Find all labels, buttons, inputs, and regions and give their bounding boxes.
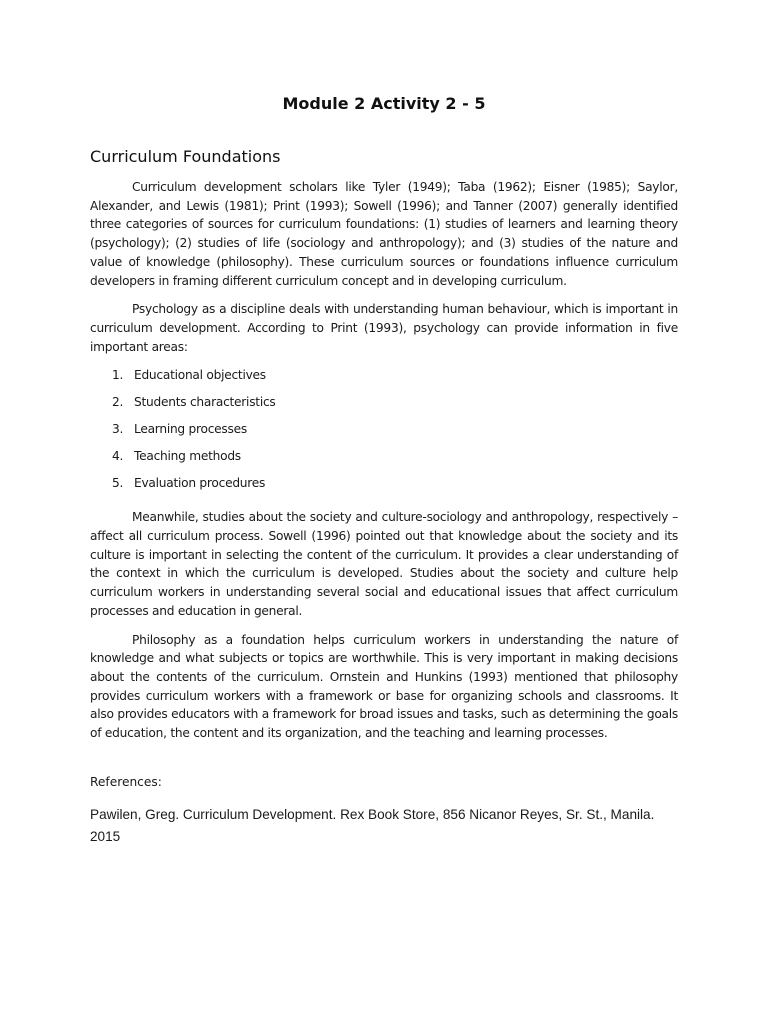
body-paragraph: Philosophy as a foundation helps curriculum workers in understanding the nature of knowledge and what subjects or topics are worthwhile. This is very important in making decisions about the contents of the curriculum. Ornstein and Hunkins (1993) mentioned that philosophy provides curriculum workers with a framework or base for organizing schools and classrooms. It also provides educators with a framework for broad issues and tasks, such as determining the goals of education, the content and its organization, and the teaching and learning processes. xyxy=(90,632,678,741)
body-paragraph: Psychology as a discipline deals with understanding human behaviour, which is important in curriculum development. According to Print (1993), psychology can provide information in five important areas: xyxy=(90,302,678,354)
list-item xyxy=(90,366,678,393)
list-number: 5. xyxy=(112,475,124,490)
body-paragraph: Curriculum development scholars like Tyler (1949); Taba (1962); Eisner (1985); Saylor, Alexander, and Lewis (1981); Print (1993); Sowell (1996); and Tanner (2007) generally identified three categories of sources for curriculum foundations: (1) studies of learners and learning theory (psychology); (2) studies of life (sociology and anthropology); and (3) studies of the nature and value of knowledge (philosophy). These curriculum sources or foundations influence curriculum developers in framing different curriculum concept and in developing curriculum. xyxy=(90,180,678,288)
list-number: 4. xyxy=(112,448,124,463)
list-item xyxy=(90,474,678,501)
list-item xyxy=(90,420,678,447)
list-text: Educational objectives xyxy=(134,368,266,383)
list-text: Evaluation procedures xyxy=(134,475,266,490)
list-number: 1. xyxy=(112,368,124,383)
list-number: 3. xyxy=(112,421,124,436)
document-body xyxy=(90,178,678,753)
list-text: Teaching methods xyxy=(134,448,241,463)
document-title: Module 2 Activity 2 - 5 xyxy=(282,94,486,113)
list-text: Learning processes xyxy=(134,421,247,436)
section-heading: Curriculum Foundations xyxy=(90,147,281,166)
body-paragraph: Meanwhile, studies about the society and culture-sociology and anthropology, respectively – affect all curriculum process. Sowell (1996) pointed out that knowledge about the society and its culture is important in selecting the content of the curriculum. It provides a clear understanding of the context in which the curriculum is developed. Studies about the society and culture help curriculum workers in understanding several social and educational issues that affect curriculum processes and education in general. xyxy=(90,510,678,618)
reference-citation: Pawilen, Greg. Curriculum Development. Rex Book Store, 856 Nicanor Reyes, Sr. St., Manila. 2015 xyxy=(90,807,655,844)
references-label: References: xyxy=(90,775,162,789)
list-item xyxy=(90,393,678,420)
list-item xyxy=(90,447,678,474)
list-number: 2. xyxy=(112,395,124,410)
areas-list xyxy=(90,366,678,500)
list-text: Students characteristics xyxy=(134,395,276,410)
